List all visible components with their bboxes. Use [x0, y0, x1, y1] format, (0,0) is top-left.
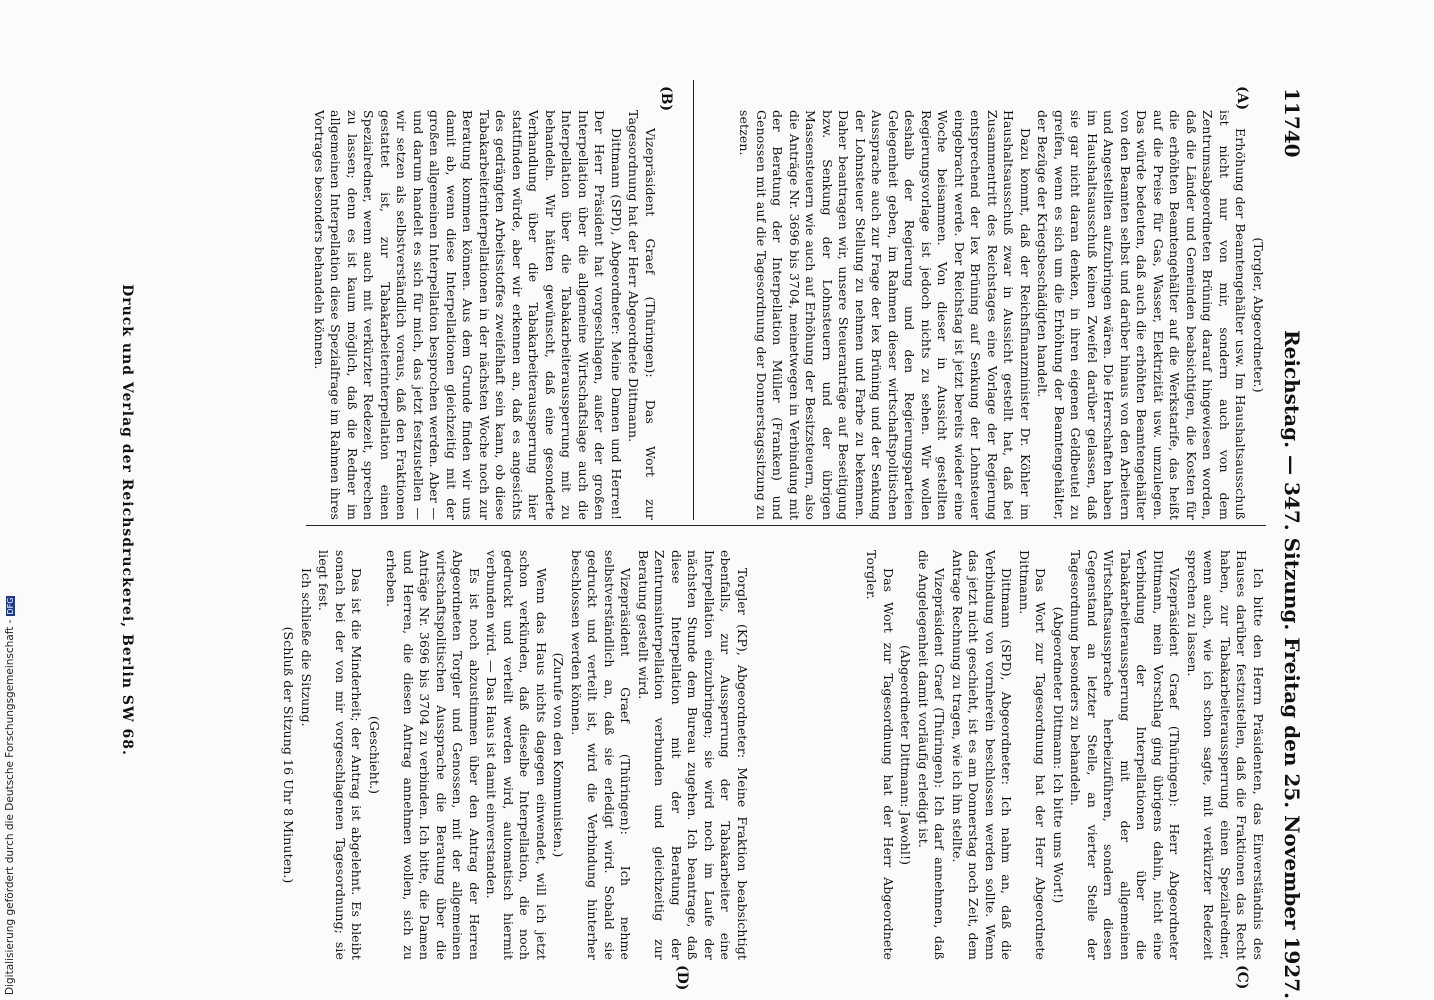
- column-divider: [306, 525, 1266, 526]
- paragraph: Dittmann (SPD), Abgeordneter: Ich nahm an, daß die Verbindung von vornherein beschlossen werden sollte. Wenn das jetzt nicht geschieht, ist es am Donnerstag noch Zeit, dem Antrage Rechnung zu tragen, wie ich ihn stellte.: [950, 550, 1015, 960]
- paragraph: Vizepräsident Graef (Thüringen): Herr Abgeordneter Dittmann, mein Vorschlag ging übrigens dahin, nicht eine Verbindung der Interpellationen über die Tabakarbeiteraussperrung mit der allgemeinen Wirtschaftsaussprache herbeizuführen, sondern diesen Gegenstand an letzter Stelle, an vierter Stelle der Tagesordnung besonders zu behandeln.: [1068, 550, 1183, 960]
- page-number: 11740: [1280, 88, 1304, 158]
- funding-note-text: Digitalisierung gefördert durch die Deutsche Forschungsgemeinschaft -: [4, 619, 16, 995]
- margin-marker-b: (B): [658, 86, 674, 112]
- funding-note: [4, 597, 18, 995]
- interjection: (Zurufe von den Kommunisten.): [551, 652, 567, 858]
- margin-marker-c: (C): [1234, 965, 1250, 990]
- paragraph: Wenn das Haus nichts dagegen einwendet, will ich jetzt schon verkünden, daß dieselbe Interpellation, die noch gedruckt und verteilt werden wird, automatisch hiermit verbunden wird. — Das Haus ist damit einverstanden.: [484, 550, 549, 960]
- session-close-note: (Schluß der Sitzung 16 Uhr 8 Minuten.): [281, 626, 297, 884]
- page-header: [1270, 80, 1310, 1000]
- paragraph: Das Wort zur Tagesordnung hat der Herr Abgeordnete Torgler.: [864, 550, 896, 960]
- paragraph: Das Wort zur Tagesordnung hat der Herr Abgeordnete Dittmann.: [1017, 550, 1049, 960]
- printer-imprint: Druck und Verlag der Reichsdruckerei, Berlin SW 68.: [119, 284, 135, 756]
- interjection: (Abgeordneter Dittmann: Jawohl!): [898, 644, 914, 866]
- paragraph: Dazu kommt, daß der Reichsfinanzminister Dr. Köhler im Haushaltsausschuß zwar in Aussicht gestellt hat, daß bei Zusammentritt des Reichstages eine Vorlage der Regierung entsprechend der lex Brüning auf Senkung der Lohnsteuer eingebracht werde. Der Reichstag ist jetzt bereits wieder eine Woche beisammen. Von dieser in Aussicht gestellten Regierungsvorlage ist jedoch nichts zu sehen. Wir wollen deshalb der Regierung und den Regierungsparteien Gelegenheit geben, im Rahmen dieser wirtschaftspolitischen Aussprache auch zur Frage der lex Brüning und der Senkung der Lohnsteuer Stellung zu nehmen und Farbe zu bekennen. Daher beantragen wir, unsere Steueranträge auf Beseitigung bzw. Senkung der Lohnsteuern und der übrigen Massensteuern wie auch auf Erhöhung der Besitzsteuern, also die Anträge Nr. 3696 bis 3704, meinetwegen in Verbindung mit der Beratung der Interpellation Müller (Franken) und Genossen mit auf die Tagesordnung der Donnerstagssitzung zu setzen.: [737, 110, 1033, 520]
- paragraph: Torgler (KP), Abgeordneter: Meine Fraktion beabsichtigt ebenfalls, zur Aussperrung der Tabakarbeiter eine Interpellation einzubringen; sie wird noch im Laufe der nächsten Stunde dem Bureau zugehen. Ich beantrage, daß diese Interpellation mit der Beratung der Zentrumsinterpellation verbunden und gleichzeitig zur Beratung gestellt wird.: [636, 550, 750, 960]
- paragraph: Das ist die Minderheit; der Antrag ist abgelehnt. Es bleibt sonach bei der von mir vorgeschlagenen Tagesordnung; sie liegt fest.: [316, 550, 365, 960]
- paragraph: (Torgler, Abgeordneter.): [1251, 237, 1266, 393]
- rotated-page: [90, 80, 1310, 1000]
- paragraph: Vizepräsident Graef (Thüringen): Ich nehme selbstverständlich an, daß sie erledigt wird. Sobald sie gedruckt und verteilt ist, wird die Verbindung hinterher beschlossen werden können.: [569, 550, 634, 960]
- interjection: (Geschieht.): [367, 715, 382, 795]
- paragraph: Ich bitte den Herrn Präsidenten, das Einverständnis des Hauses darüber festzustellen, daß die Fraktionen das Recht haben, zur Tabakarbeiteraussperrung einen Spezialredner, wenn auch, wie ich schon sagte, mit verkürzter Redezeit sprechen zu lassen.: [1185, 550, 1266, 960]
- paragraph: Vizepräsident Graef (Thüringen): Das Wort zur Tagesordnung hat der Herr Abgeordnete Dittmann.: [626, 110, 658, 520]
- dfg-logo-badge: DFG: [6, 597, 15, 615]
- interjection: (Abgeordneter Dittmann: Ich bitte ums Wort!): [1051, 606, 1066, 904]
- left-column: [676, 110, 1266, 520]
- margin-marker-d: (D): [674, 965, 690, 991]
- margin-marker-a: (A): [1234, 86, 1250, 111]
- paragraph: Erhöhung der Beamtengehälter usw. Im Haushaltsausschuß ist nicht nur von mir, sondern auch von dem Zentrumsabgeordneten Brüning darauf hingewiesen worden, daß die Länder und Gemeinden beabsichtigen, die Kosten für die erhöhten Beamtengehälter auf die Werkstarife, das heißt auf die Preise für Gas, Wasser, Elektrizität usw. umzulegen. Das würde bedeuten, daß auch die erhöhten Beamtengehälter von den Beamten selbst und darüber hinaus von den Arbeitern und Angestellten aufzubringen wären. Die Herrschaften haben im Haushaltsausschuß keinen Zweifel darüber gelassen, daß sie gar nicht daran denken, in ihren eigenen Geldbeutel zu greifen, wenn es sich um die Erhöhung der Beamtengehälter, der Bezüge der Kriegsbeschädigten handelt.: [1035, 110, 1249, 520]
- left-column-lower: [258, 110, 658, 520]
- paragraph: Es ist noch abzustimmen über den Antrag der Herren Abgeordneten Torgler und Genossen, mit der allgemeinen wirtschaftspolitischen Aussprache die Beratung über die Anträge Nr. 3696 bis 3704 zu verbinden. Ich bitte, die Damen und Herren, die diesen Antrag annehmen wollen, sich zu erheben.: [384, 550, 482, 960]
- paragraph: Ich schließe die Sitzung.: [299, 568, 314, 727]
- paragraph: Dittmann (SPD), Abgeordneter: Meine Damen und Herren! Der Herr Präsident hat vorgeschlagen, außer der großen Interpellation über die allgemeine Wirtschaftslage auch die Interpellation über die Tabakarbeiteraussperrung mit zu behandeln. Wir hätten gewünscht, daß eine gesonderte Verhandlung über die Tabakarbeiteraussperrung hier stattfinden würde, aber wir erkennen an, daß es angesichts des gedrängten Arbeitsstoffes zweifelhaft sein kann, ob diese Tabakarbeiterinterpellationen in der nächsten Woche noch zur Beratung kommen können. Aus dem Grunde finden wir uns damit ab, wenn diese Interpellationen gleichzeitig mit der großen allgemeinen Interpellation besprochen werden. Aber — und darum handelt es sich für mich, das jetzt festzustellen — wir setzen als selbstverständlich voraus, daß den Fraktionen gestattet ist, zur Tabakarbeiterinterpellation einen Spezialredner, wenn auch mit verkürzter Redezeit, sprechen zu lassen; denn es ist kaum möglich, daß die Redner im allgemeinen Interpellation diese Spezialfrage im Rahmen ihres Vortrages besonders behandeln können.: [312, 110, 624, 520]
- right-column-lower: [281, 550, 750, 960]
- page-title: Reichstag. — 347. Sitzung. Freitag den 25. November 1927.: [1280, 330, 1304, 1000]
- right-column: [676, 550, 1266, 960]
- paragraph: Vizepräsident Graef (Thüringen): Ich darf annehmen, daß die Angelegenheit damit vorläufig erledigt ist.: [916, 550, 948, 960]
